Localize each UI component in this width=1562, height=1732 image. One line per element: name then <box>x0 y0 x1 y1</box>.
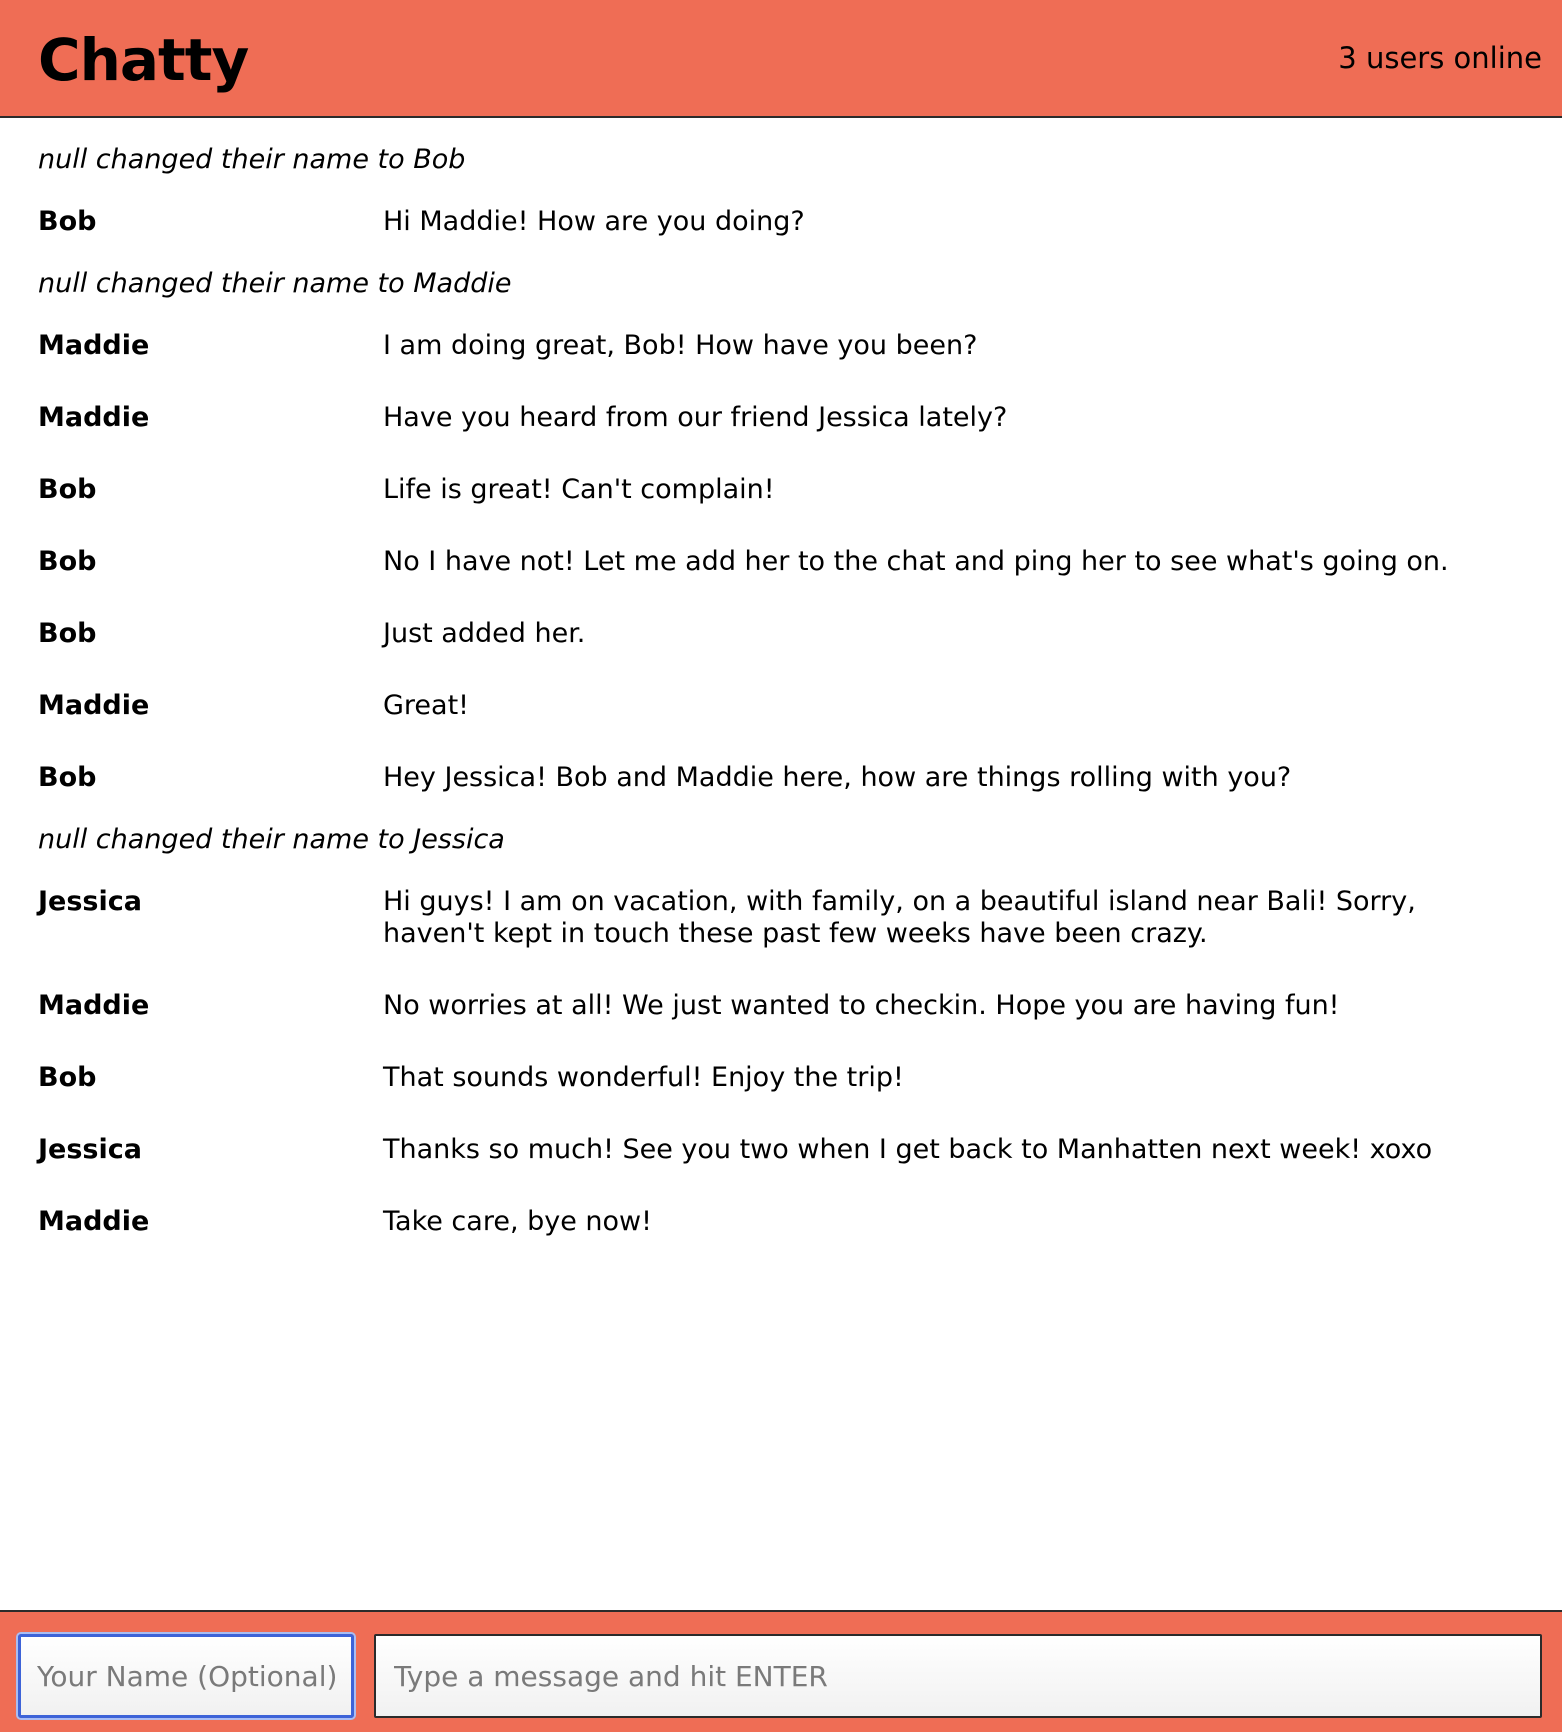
username-input[interactable] <box>18 1634 354 1718</box>
message-username: Maddie <box>38 402 150 433</box>
message-content: Life is great! Can't complain! <box>383 474 775 505</box>
message-content: Have you heard from our friend Jessica lately? <box>383 402 1008 433</box>
system-notification-text: null changed their name to Bob <box>38 144 466 175</box>
message-content: Thanks so much! See you two when I get back to Manhatten next week! xoxo <box>383 1134 1433 1165</box>
users-online-counter: 3 users online <box>1338 41 1542 75</box>
message-username: Maddie <box>38 330 150 361</box>
message-username: Maddie <box>38 990 150 1021</box>
message-username: Bob <box>38 618 97 649</box>
message-content: No worries at all! We just wanted to checkin. Hope you are having fun! <box>383 990 1340 1021</box>
message-content: Great! <box>383 690 469 721</box>
message-content: That sounds wonderful! Enjoy the trip! <box>383 1062 904 1093</box>
message-username: Bob <box>38 206 97 237</box>
brand-title[interactable]: Chatty <box>38 26 249 94</box>
message-input[interactable] <box>374 1634 1542 1718</box>
message-username: Bob <box>38 762 97 793</box>
message-list[interactable] <box>0 118 1562 1610</box>
system-notification-text: null changed their name to Jessica <box>38 824 505 855</box>
message-username: Bob <box>38 474 97 505</box>
message-username: Jessica <box>38 886 142 917</box>
message-content: I am doing great, Bob! How have you been? <box>383 330 978 361</box>
message-username: Jessica <box>38 1134 142 1165</box>
system-notification-text: null changed their name to Maddie <box>38 268 512 299</box>
message-content: Hi Maddie! How are you doing? <box>383 206 805 237</box>
message-username: Maddie <box>38 690 150 721</box>
message-username: Bob <box>38 546 97 577</box>
message-content: Take care, bye now! <box>383 1206 652 1237</box>
message-content: Just added her. <box>383 618 586 649</box>
navbar <box>0 0 1562 118</box>
message-content: No I have not! Let me add her to the chat and ping her to see what's going on. <box>383 546 1449 577</box>
chat-composer-bar <box>0 1610 1562 1732</box>
message-content: Hey Jessica! Bob and Maddie here, how are things rolling with you? <box>383 762 1292 793</box>
message-username: Maddie <box>38 1206 150 1237</box>
message-username: Bob <box>38 1062 97 1093</box>
message-content: Hi guys! I am on vacation, with family, on a beautiful island near Bali! Sorry, haven't kept in touch these past few weeks have been crazy. <box>383 886 1416 949</box>
